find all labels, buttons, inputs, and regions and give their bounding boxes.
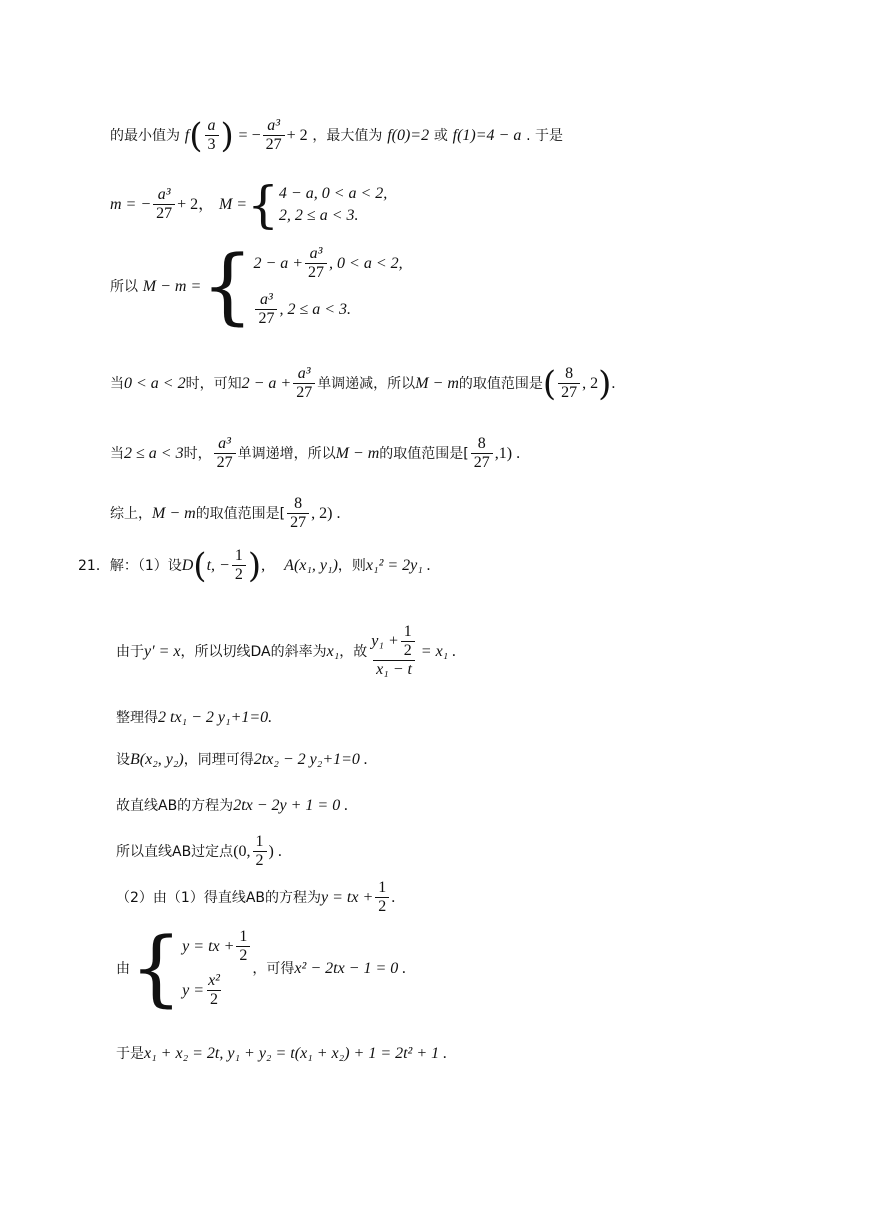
fraction <box>263 118 285 154</box>
fraction <box>214 436 236 472</box>
text: 的取值范围是[ <box>195 506 286 523</box>
text: 单调递减，所以 <box>317 376 416 393</box>
math: 0 < a < 2 <box>124 375 186 393</box>
math: (0, <box>233 843 251 861</box>
fraction <box>375 880 389 916</box>
text: 整理得 <box>116 710 158 726</box>
numerator: 1 <box>255 833 264 850</box>
denominator: 2 <box>236 946 250 965</box>
math: 2 − a + <box>253 255 304 273</box>
math: + 2 <box>286 127 308 145</box>
math: = x₁ . <box>420 642 457 660</box>
denominator: 27 <box>214 453 236 472</box>
text: ，同理可得 <box>183 752 254 768</box>
case-row: 4 − a, 0 < a < 2, <box>278 185 388 202</box>
math: M − m = <box>142 278 202 296</box>
fraction <box>153 187 175 223</box>
paren: ( <box>542 364 557 405</box>
text: （2）由（1）得直线AB的方程为 <box>116 890 321 907</box>
math: 2tx₂ − 2 y₂+1=0 . <box>253 751 368 768</box>
text: 的最小值为 <box>110 128 180 145</box>
brace: { <box>247 176 279 234</box>
math: y = tx + <box>321 889 374 907</box>
case-row <box>182 973 252 1009</box>
line-14 <box>116 921 407 1016</box>
math: D <box>181 557 194 575</box>
line-10 <box>116 752 368 768</box>
line-4 <box>110 364 616 405</box>
denominator: 2 <box>253 851 267 870</box>
math: M = <box>218 196 248 213</box>
text: 单调递增，所以 <box>237 446 336 463</box>
text: ，最大值为 <box>312 128 383 145</box>
math: + 2， <box>177 196 215 213</box>
cases <box>279 186 387 224</box>
math: x² − 2tx − 1 = 0 . <box>294 960 407 977</box>
math: y′ = x <box>144 642 181 660</box>
numerator: 1 <box>378 879 387 896</box>
cases <box>253 246 402 328</box>
math: A <box>284 557 294 575</box>
numerator: a³ <box>218 435 231 452</box>
math: M − m <box>335 445 380 463</box>
fraction <box>236 929 250 965</box>
math: M − m <box>152 505 196 523</box>
line-13 <box>116 880 395 916</box>
text: 的取值范围是[ <box>379 446 469 463</box>
fraction <box>401 624 415 660</box>
problem-number: 21．解：（1）设 <box>78 558 182 575</box>
math: (x₁, y₁) <box>293 557 338 575</box>
math: B(x₂, y₂) <box>130 751 184 768</box>
line-15 <box>116 1046 447 1062</box>
text: 的取值范围是 <box>458 376 543 393</box>
denominator: 27 <box>305 263 327 282</box>
numerator: 8 <box>565 365 574 382</box>
math: f(1)=4 − a <box>452 127 522 145</box>
math: y = tx + <box>182 937 235 955</box>
case-row: 2, 2 ≤ a < 3. <box>278 207 359 224</box>
brace: { <box>130 921 183 1016</box>
fraction <box>206 973 222 1009</box>
math: , 2 <box>582 375 599 393</box>
fraction <box>369 624 418 680</box>
text: 当 <box>110 446 124 463</box>
numerator: 1 <box>403 623 412 640</box>
numerator: a³ <box>267 117 280 134</box>
line-7 <box>78 546 431 587</box>
numerator: 1 <box>234 547 243 564</box>
numerator: a³ <box>297 365 311 382</box>
text: 于是 <box>116 1046 144 1062</box>
case-row <box>253 246 402 282</box>
text: ，可得 <box>252 961 295 977</box>
text: ，则 <box>337 558 366 575</box>
text: 时，可知 <box>185 376 242 393</box>
denominator: 2 <box>207 990 221 1009</box>
paren: ) <box>220 116 234 157</box>
line-6 <box>110 496 340 532</box>
text: . 于是 <box>526 128 564 145</box>
brace: { <box>201 239 254 335</box>
denominator: 27 <box>471 453 493 472</box>
denominator: 27 <box>153 204 175 223</box>
numerator: 8 <box>294 495 303 512</box>
math: 2 − a + <box>241 375 292 393</box>
text: 当 <box>110 376 124 393</box>
fraction <box>205 118 219 154</box>
eq-sign: = − <box>238 127 261 145</box>
paren: ( <box>193 546 207 587</box>
math: , 0 < a < 2, <box>329 255 403 273</box>
math: 2 tx₁ − 2 y₁+1=0. <box>158 709 273 726</box>
math: , 2 ≤ a < 3. <box>279 301 352 319</box>
denominator: 2 <box>401 641 415 660</box>
denominator: 27 <box>287 513 309 532</box>
numerator <box>369 624 418 660</box>
denominator: 3 <box>205 135 219 154</box>
text: 由 <box>116 961 130 977</box>
cases <box>182 929 252 1009</box>
math: 2 ≤ a < 3 <box>124 445 184 463</box>
math: M − m <box>415 375 459 393</box>
line-3 <box>110 239 403 335</box>
text: 时， <box>183 446 212 463</box>
fraction <box>287 496 309 532</box>
line-8 <box>116 624 456 680</box>
denominator: 2 <box>232 565 246 584</box>
math: x₁ + x₂ = 2t, y₁ + y₂ = t(x₁ + x₂) + 1 = 2t² + 1 . <box>144 1045 448 1062</box>
numerator: a³ <box>157 185 171 203</box>
numerator: a³ <box>309 245 323 262</box>
denominator: x₁ − t <box>373 660 415 679</box>
math: y₁ + <box>371 632 399 650</box>
denominator: 27 <box>263 135 285 154</box>
text: 故直线AB的方程为 <box>116 798 234 814</box>
text: 所以直线AB过定点 <box>116 844 234 861</box>
math: t, − <box>206 557 230 575</box>
math: , <box>261 557 266 575</box>
math: . <box>391 889 396 907</box>
line-5 <box>110 436 520 472</box>
case-row <box>253 292 402 328</box>
fraction <box>305 246 327 282</box>
text: 综上， <box>110 506 152 523</box>
numerator: a³ <box>260 291 273 309</box>
paren: ) <box>247 546 262 587</box>
fraction <box>253 834 267 870</box>
denominator: 27 <box>255 309 277 328</box>
math: ,1) . <box>494 445 521 463</box>
paren: ) <box>598 364 612 405</box>
text: 由于 <box>116 643 144 660</box>
math: f(0)=2 <box>387 127 430 145</box>
fraction <box>558 366 580 402</box>
line-12 <box>116 834 282 870</box>
denominator: 27 <box>293 383 315 402</box>
math: x₁ <box>326 642 340 660</box>
text: ，所以切线DA的斜率为 <box>180 643 327 660</box>
numerator: a <box>207 117 216 134</box>
text: 或 <box>433 128 448 145</box>
math: y = <box>182 982 205 1000</box>
period: . <box>611 375 616 393</box>
fraction <box>255 292 277 328</box>
case-row <box>182 929 252 965</box>
math: m = − <box>110 196 152 213</box>
line-1 <box>110 116 564 157</box>
fraction <box>471 436 493 472</box>
text: ，故 <box>339 643 368 660</box>
text: 设 <box>116 752 130 768</box>
line-9 <box>116 710 272 726</box>
math: 2tx − 2y + 1 = 0 . <box>233 797 349 814</box>
denominator: 2 <box>375 897 389 916</box>
fraction <box>293 366 315 402</box>
math: ) . <box>268 843 282 861</box>
numerator: 8 <box>477 435 486 452</box>
numerator: x² <box>208 972 220 989</box>
paren: ( <box>189 116 203 157</box>
denominator: 27 <box>558 383 580 402</box>
text: 所以 <box>110 279 138 296</box>
line-11 <box>116 798 348 814</box>
math: , 2) . <box>311 505 341 523</box>
line-2 <box>110 176 388 234</box>
fraction <box>232 548 246 584</box>
f-symbol: f <box>184 127 190 145</box>
numerator: 1 <box>239 927 248 945</box>
math: x₁² = 2y₁ . <box>365 557 431 575</box>
